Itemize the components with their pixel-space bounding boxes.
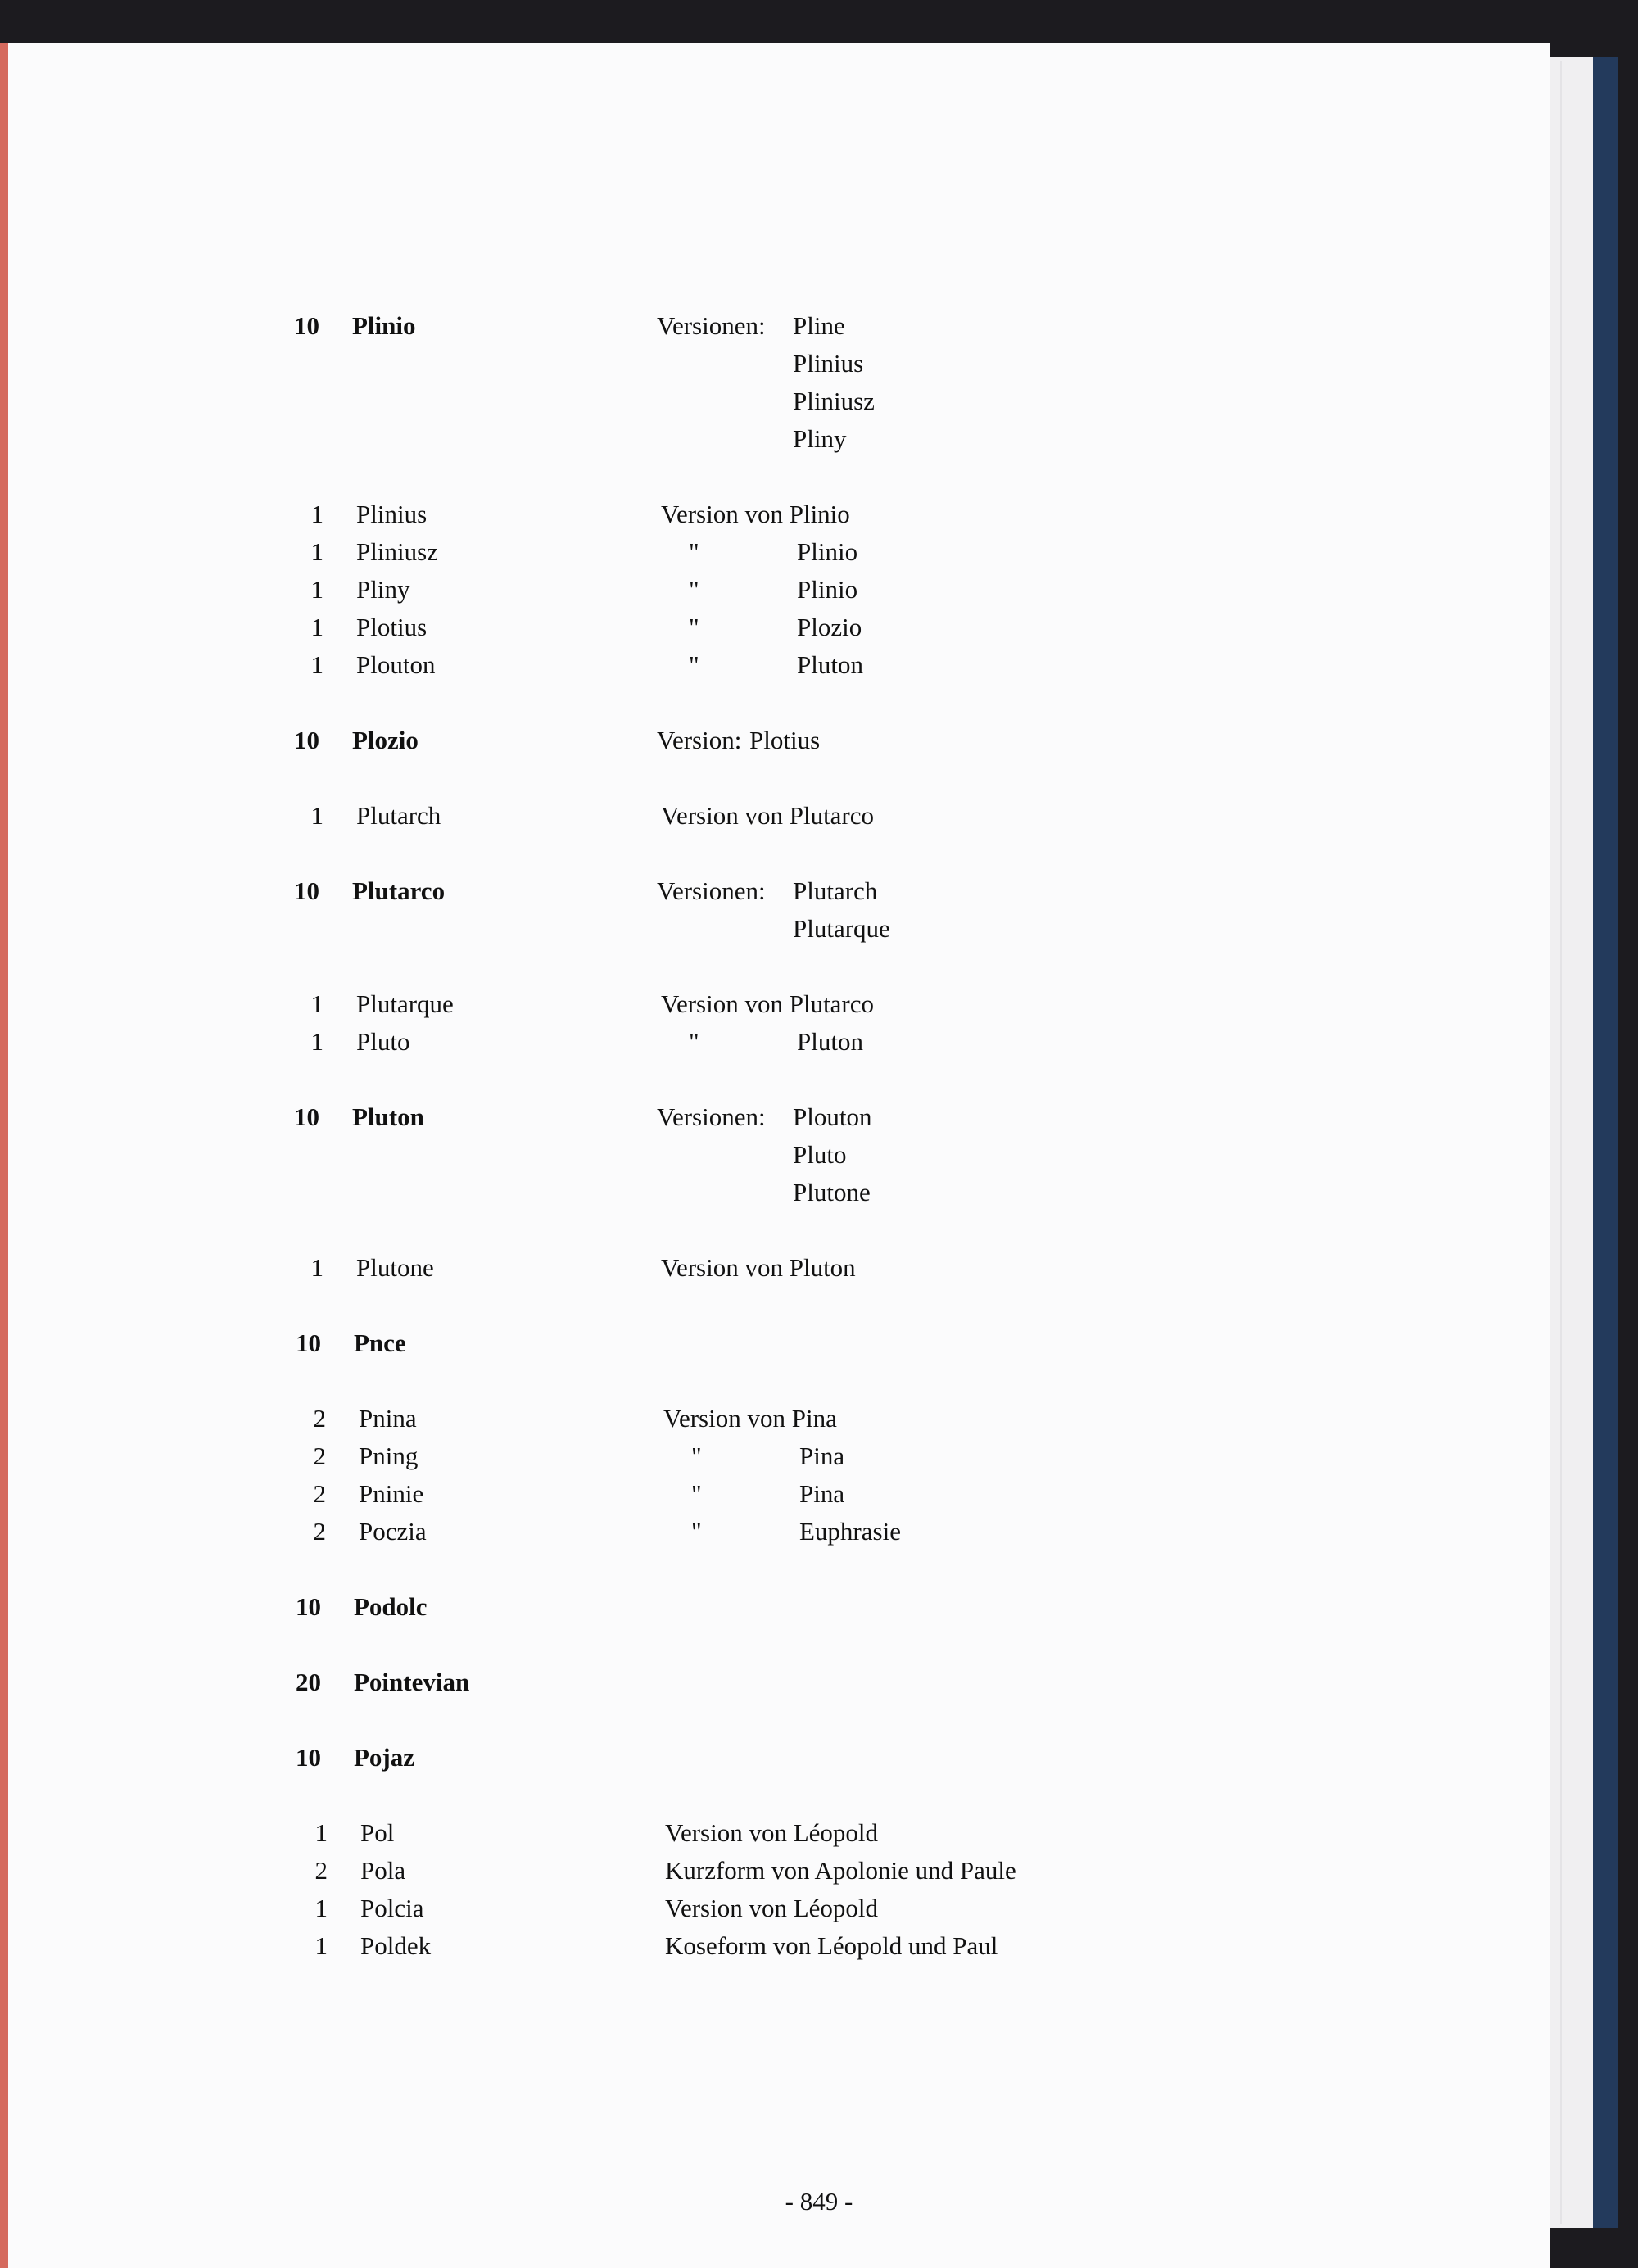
entry-description: Koseform von Léopold und Paul [665, 1931, 998, 1960]
entry-name: Pninie [359, 1479, 424, 1508]
list-item [287, 1818, 1433, 1854]
entry-name: Plouton [356, 650, 436, 679]
list-item [278, 311, 1425, 453]
entry-name: Plotius [356, 613, 428, 641]
entry-count: 10 [296, 1743, 321, 1772]
entry-count: 1 [310, 613, 324, 641]
entry-name: Plinius [356, 500, 428, 528]
entry-description: Version von Pluton [661, 1253, 856, 1282]
entry-count: 10 [294, 1102, 319, 1131]
entry-name: Pliny [356, 575, 410, 604]
entry-name: Pointevian [354, 1668, 470, 1696]
entry-name: Pol [360, 1818, 395, 1847]
entry-name: Pluton [352, 1102, 424, 1131]
page-stack-edge-inner [1560, 61, 1595, 2224]
list-item [285, 1517, 1432, 1553]
list-item [287, 1856, 1433, 1892]
entry-count: 1 [314, 1894, 328, 1922]
list-item [285, 1442, 1432, 1478]
entry-description: Version von Léopold [665, 1818, 879, 1847]
list-item [280, 1592, 1427, 1628]
entry-name: Pning [359, 1442, 419, 1470]
entry-reference: Pina [799, 1479, 845, 1508]
entry-count: 1 [310, 650, 324, 679]
entry-name: Pluto [356, 1027, 410, 1056]
entry-name: Poldek [360, 1931, 432, 1960]
entry-count: 1 [310, 801, 324, 830]
entry-name: Pnce [354, 1329, 406, 1357]
entry-name: Polcia [360, 1894, 424, 1922]
entry-count: 1 [310, 537, 324, 566]
ditto-mark: " [691, 1442, 702, 1470]
ditto-mark: " [689, 1027, 699, 1056]
entry-name: Poczia [359, 1517, 427, 1546]
entry-count: 1 [310, 500, 324, 528]
entry-description: Versionen: [657, 311, 766, 340]
entry-reference: Plutarch [793, 876, 878, 905]
entry-count: 2 [313, 1479, 326, 1508]
entry-reference: Pluton [797, 650, 863, 679]
entry-description: Kurzform von Apolonie und Paule [665, 1856, 1016, 1885]
list-item [283, 650, 1429, 686]
entry-count: 2 [313, 1517, 326, 1546]
list-item [283, 989, 1429, 1025]
list-item [285, 1479, 1432, 1515]
ditto-mark: " [689, 613, 699, 641]
page-number: - 849 - [785, 2187, 853, 2216]
list-item [287, 1894, 1433, 1930]
entry-count: 1 [310, 1027, 324, 1056]
list-item [278, 876, 1425, 943]
entry-name: Plozio [352, 726, 419, 754]
book-spine [1593, 57, 1618, 2228]
entry-name: Plutone [356, 1253, 434, 1282]
entry-count: 10 [296, 1329, 321, 1357]
entry-reference: Pluton [797, 1027, 863, 1056]
entry-count: 1 [314, 1818, 328, 1847]
list-item [280, 1668, 1427, 1704]
entry-reference: Plutarque [793, 914, 890, 943]
adjacent-page-edge [0, 43, 8, 2268]
list-item [283, 801, 1429, 837]
ditto-mark: " [691, 1479, 702, 1508]
entry-reference: Plozio [797, 613, 862, 641]
entry-reference: Euphrasie [799, 1517, 901, 1546]
entry-reference: Plutone [793, 1178, 871, 1206]
ditto-mark: " [689, 650, 699, 679]
list-item [283, 537, 1429, 573]
list-item [278, 726, 1425, 762]
entry-description: Version: [657, 726, 742, 754]
list-item [283, 613, 1429, 649]
entry-reference: Plouton [793, 1102, 872, 1131]
entry-count: 1 [310, 575, 324, 604]
entry-reference: Pina [799, 1442, 845, 1470]
entry-name: Pola [360, 1856, 406, 1885]
list-item [283, 500, 1429, 536]
entry-reference: Plinio [797, 537, 858, 566]
list-item [280, 1329, 1427, 1365]
entry-reference: Plinio [797, 575, 858, 604]
entry-name: Pliniusz [356, 537, 438, 566]
entry-count: 10 [294, 876, 319, 905]
ditto-mark: " [689, 575, 699, 604]
entry-description: Version von Plutarco [661, 801, 875, 830]
entry-reference: Pline [793, 311, 845, 340]
entry-count: 2 [313, 1442, 326, 1470]
list-item [283, 1253, 1429, 1289]
entry-description: Versionen: [657, 876, 766, 905]
entry-name: Pnina [359, 1404, 417, 1433]
list-item [287, 1931, 1433, 1967]
entry-name: Podolc [354, 1592, 428, 1621]
entry-count: 20 [296, 1668, 321, 1696]
entry-description: Version von Plutarco [661, 989, 875, 1018]
ditto-mark: " [689, 537, 699, 566]
entry-count: 2 [314, 1856, 328, 1885]
entry-count: 1 [310, 989, 324, 1018]
entry-name: Pojaz [354, 1743, 415, 1772]
entry-count: 1 [314, 1931, 328, 1960]
entry-description: Version von Plinio [661, 500, 850, 528]
list-item [283, 575, 1429, 611]
entry-name: Plutarco [352, 876, 446, 905]
entry-reference: Plotius [749, 726, 821, 754]
list-item [283, 1027, 1429, 1063]
ditto-mark: " [691, 1517, 702, 1546]
entry-name: Plutarque [356, 989, 454, 1018]
list-item [285, 1404, 1432, 1440]
entry-count: 2 [313, 1404, 326, 1433]
entry-reference: Pliny [793, 424, 847, 453]
entry-reference: Pliniusz [793, 387, 875, 415]
entry-description: Version von Léopold [665, 1894, 879, 1922]
list-item [278, 1102, 1425, 1206]
entry-description: Version von Pina [663, 1404, 837, 1433]
entry-count: 10 [296, 1592, 321, 1621]
entry-description: Versionen: [657, 1102, 766, 1131]
entry-count: 10 [294, 726, 319, 754]
entry-reference: Pluto [793, 1140, 847, 1169]
entry-name: Plutarch [356, 801, 441, 830]
entry-reference: Plinius [793, 349, 864, 378]
entry-count: 10 [294, 311, 319, 340]
entry-name: Plinio [352, 311, 416, 340]
list-item [280, 1743, 1427, 1779]
entry-count: 1 [310, 1253, 324, 1282]
